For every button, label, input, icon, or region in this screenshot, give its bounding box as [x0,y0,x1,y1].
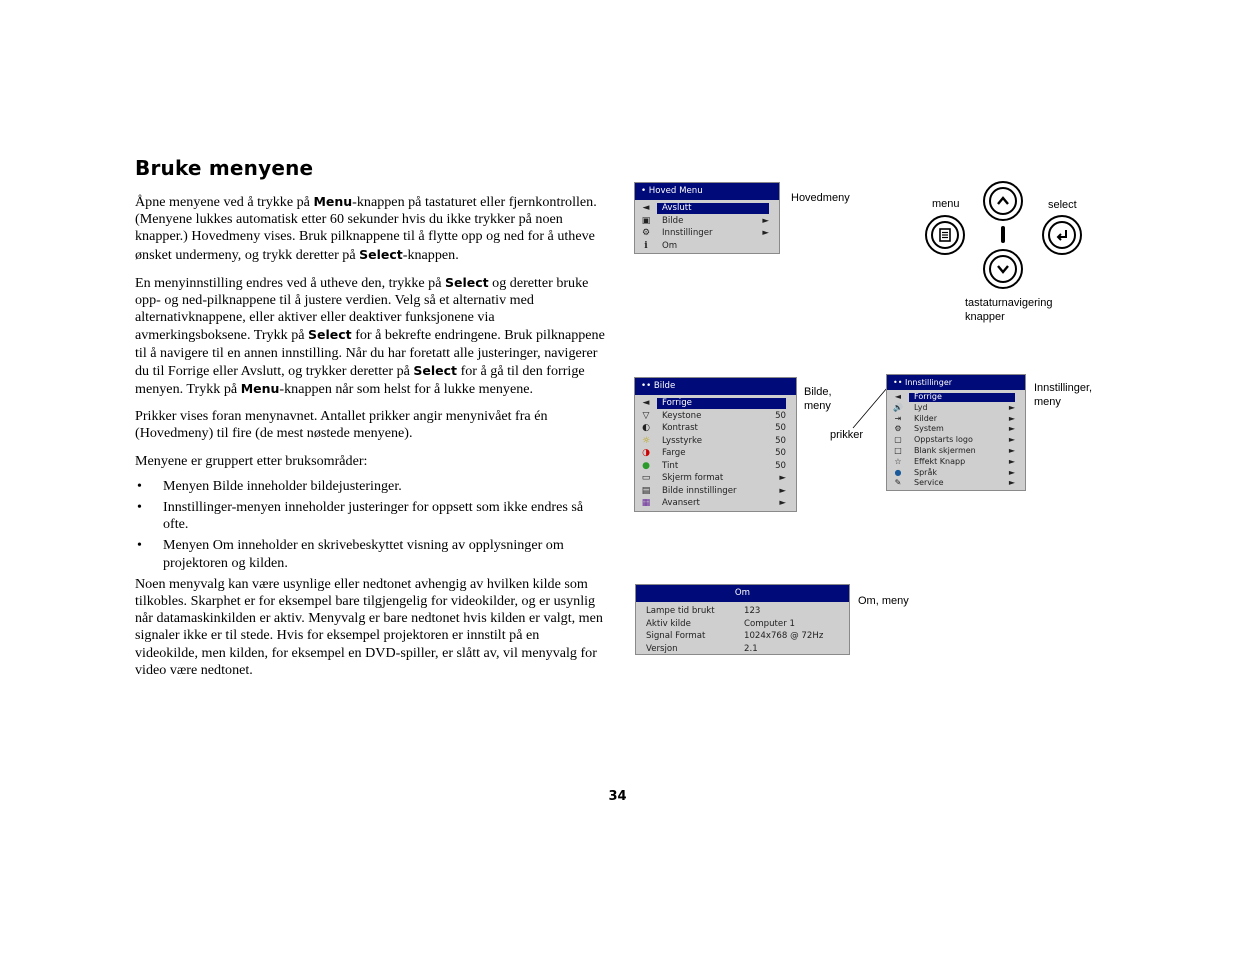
arrow-right-icon: ► [1008,467,1015,477]
arrow-right-icon: ► [1008,424,1015,434]
body-text [135,193,605,689]
bullet-list [135,478,605,572]
page-title: Bruke menyene [135,156,314,180]
menu-item[interactable]: ⚙ Innstillinger ► [641,228,769,238]
about-menu [635,584,850,655]
keystone-icon: ▽ [642,410,650,421]
table-row: Aktiv kilde Computer 1 [646,618,795,629]
back-arrow-icon: ◄ [642,203,650,213]
menu-item[interactable]: ▤ Bilde innstillinger ► [641,485,786,496]
menu-item[interactable]: ⚙ System ► [894,424,1015,434]
caption-settings-menu: Innstillinger, meny [1034,382,1093,408]
about-menu-title: Om [636,585,849,602]
picture-icon: ▣ [641,215,651,226]
caption-dots: prikker [830,429,864,441]
picture-settings-icon: ▤ [641,485,651,496]
paragraph-1: Åpne menyene ved å trykke på Menu-knappen på tastaturet eller fjernkontrollen. (Menyene lukkes automatisk etter 60 sekunder hvis du ikke trykker på noen knapper.) Hovedmeny vises. Bruk pilknappene til å flytte opp og ned for å utheve ønsket undermeny, og trykk deretter på Select-knappen. [135,194,597,263]
list-item: • Menyen Bilde inneholder bildejusteringer. [135,478,605,495]
main-menu [634,182,780,254]
picture-menu-title: •• Bilde [635,378,796,395]
menu-item[interactable]: i Om [635,240,779,253]
arrow-right-icon: ► [779,473,786,483]
menu-item[interactable]: ✎ Service ► [894,478,1015,488]
paragraph-3: Prikker vises foran menynavnet. Antallet prikker angir menynivået fra én (Hovedmeny) til fire (de mest nøstede menyene). [135,408,548,442]
arrow-right-icon: ► [762,215,769,226]
caption-nav-buttons: tastaturnavigering knapper [965,297,1053,323]
brightness-icon: ☼ [641,435,651,446]
paragraph-5: Noen menyvalg kan være usynlige eller nedtonet avhengig av hvilken kilde som tilkobles. Skarphet er for eksempel bare tilgjengelig for videokilder, og er usynlig når datamaskinkilden er aktiv. Menyvalg er bare nedtonet hvis kilden er valgt, men signaler ikke er til stede. Hvis for eksempel projektoren er innstilt på en videokilde, men kilden, for eksempel en DVD-spiller, er slått av, vil menyvalg for video være nedtonet. [135,575,603,678]
settings-menu-title: •• Innstillinger [887,375,1025,390]
arrow-right-icon: ► [1008,402,1015,412]
list-item: • Menyen Om inneholder en skrivebeskyttet visning av opplysninger om projektoren og kilden. [135,537,605,571]
paragraph-2: En menyinnstilling endres ved å utheve den, trykke på Select og deretter bruke opp- og ned-pilknappene til å justere verdien. Velg så et alternativ med alternativknappene, eller aktiver eller deaktiver funksjonene via avmerkingsboksene. Trykk på Select for å bekrefte endringene. Bruk pilknappene til å navigere til en annen innstilling. Når du har foretatt alle justeringer, navigerer du til Forrige eller Avslutt, og trykker deretter på Select for å gå til den forrige menyen. Trykk på Menu-knappen når som helst for å lukke menyene. [135,274,605,398]
menu-item[interactable]: ▦ Avansert ► [641,498,786,508]
select-button[interactable] [1042,215,1082,255]
arrow-right-icon: ► [762,228,769,238]
menu-item[interactable]: ☆ Effekt Knapp ► [894,456,1015,466]
caption-menu-button: menu [932,198,960,210]
page-number: 34 [608,789,627,804]
picture-menu [634,377,797,512]
menu-item[interactable]: ▣ Bilde ► [641,215,769,226]
arrow-right-icon: ► [1008,445,1015,455]
enter-icon [1048,221,1076,249]
system-icon: ⚙ [894,424,902,434]
blank-screen-icon: □ [894,445,902,455]
arrow-right-icon: ► [1008,413,1015,423]
nav-divider [1001,226,1005,243]
list-item: • Innstillinger-menyen inneholder justeringer for oppsett som ikke endres så ofte. [135,499,605,533]
menu-item[interactable]: ▭ Skjerm format ► [641,473,786,483]
color-icon: ◑ [642,448,650,458]
table-row: Signal Format 1024x768 @ 72Hz [646,631,824,641]
arrow-right-icon: ► [1008,456,1015,466]
caption-main-menu: Hovedmeny [791,192,850,204]
settings-icon: ⚙ [641,228,651,238]
table-row: Versjon 2.1 [646,643,758,654]
menu-button[interactable] [925,215,965,255]
settings-menu [886,374,1026,491]
menu-item[interactable]: ☼ Lysstyrke 50 [641,435,786,446]
back-arrow-icon: ◄ [642,398,650,408]
menu-item[interactable]: ◑ Farge 50 [642,448,786,458]
screen-format-icon: ▭ [641,473,651,483]
menu-list-icon [931,221,959,249]
main-menu-title: • Hoved Menu [635,183,779,200]
sources-icon: ⇥ [894,413,902,423]
menu-item[interactable]: ▽ Keystone 50 [642,410,786,421]
tint-icon: ● [642,460,650,471]
dots-pointer-line [850,385,890,430]
menu-item[interactable]: ● Språk ► [894,467,1015,477]
wrench-icon: ✎ [894,478,902,488]
chevron-up-icon [989,187,1017,215]
info-icon: i [644,240,648,251]
menu-item[interactable]: ◄ Avslutt [635,202,779,215]
arrow-right-icon: ► [779,498,786,508]
menu-item[interactable]: ▢ Oppstarts logo ► [894,435,1015,445]
table-row: Lampe tid brukt 123 [646,606,761,616]
logo-icon: ▢ [894,435,902,445]
menu-item[interactable]: ◄ Forrige [887,392,1025,403]
caption-picture-menu: Bilde, meny [804,386,832,412]
globe-icon: ● [894,467,902,477]
arrow-right-icon: ► [779,485,786,496]
star-icon: ☆ [894,456,902,466]
menu-item[interactable]: 🔊 Lyd ► [893,402,1015,412]
caption-select-button: select [1048,199,1077,211]
menu-item[interactable]: ◐ Kontrast 50 [642,423,786,433]
advanced-icon: ▦ [641,498,651,508]
menu-item[interactable]: ⇥ Kilder ► [894,413,1015,423]
contrast-icon: ◐ [642,423,650,433]
menu-item[interactable]: ● Tint 50 [642,460,786,471]
arrow-right-icon: ► [1008,478,1015,488]
audio-icon: 🔊 [893,402,903,412]
back-arrow-icon: ◄ [894,392,902,401]
down-button[interactable] [983,249,1023,289]
paragraph-4: Menyene er gruppert etter bruksområder: [135,452,368,469]
caption-about-menu: Om, meny [858,595,909,607]
up-button[interactable] [983,181,1023,221]
menu-item[interactable]: □ Blank skjermen ► [894,445,1015,455]
menu-item[interactable]: ◄ Forrige [635,397,796,410]
chevron-down-icon [989,255,1017,283]
arrow-right-icon: ► [1008,435,1015,445]
